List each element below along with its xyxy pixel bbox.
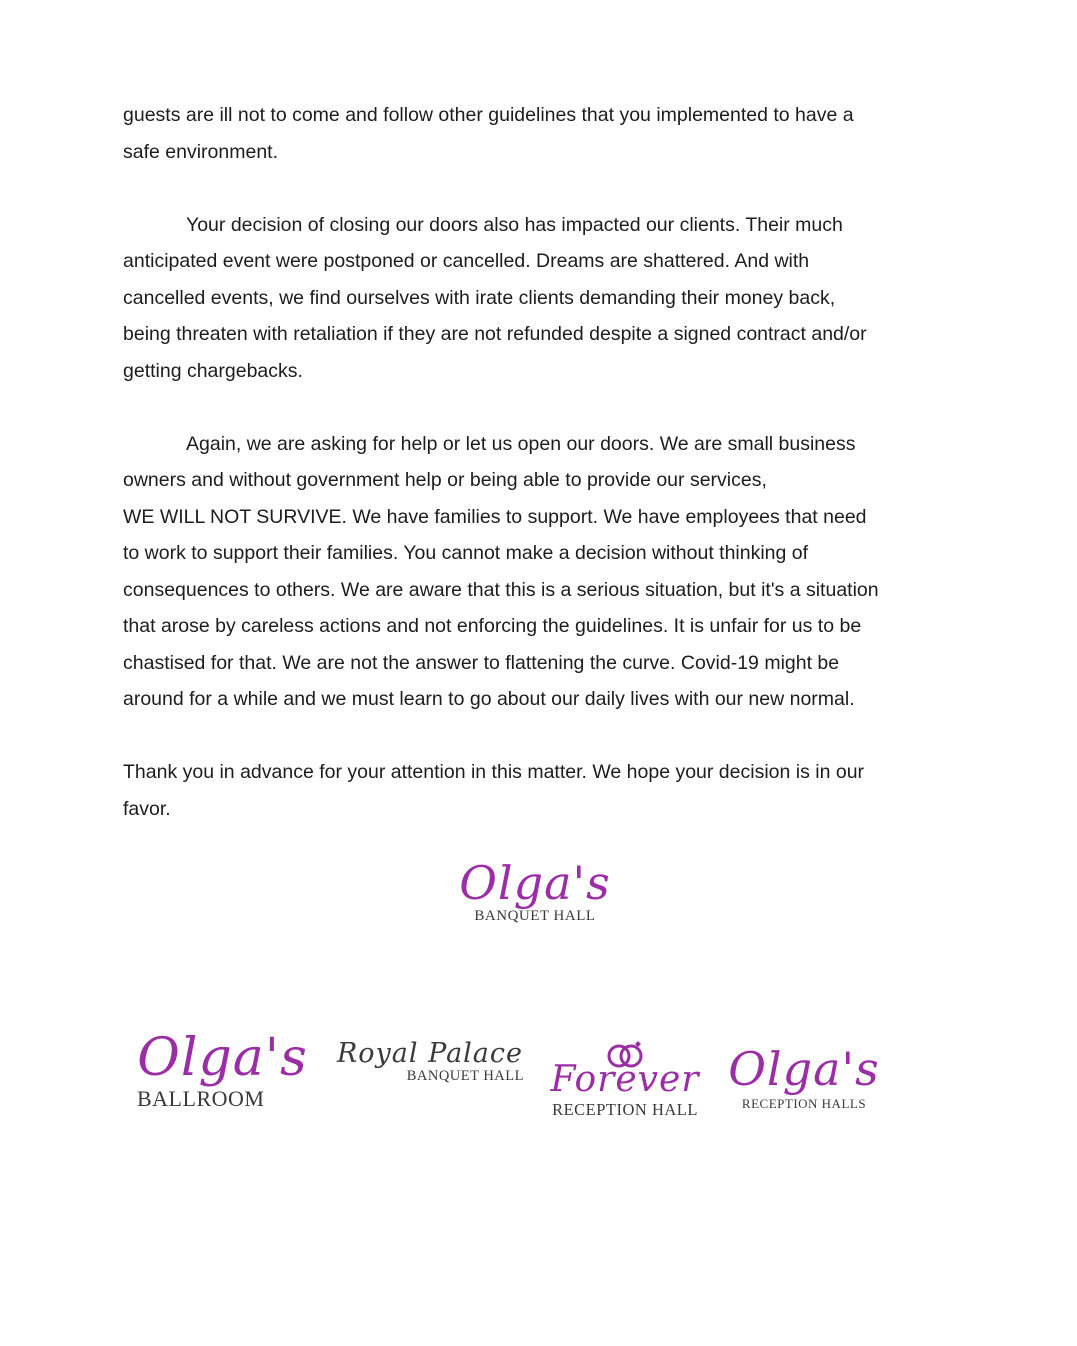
text-line: Your decision of closing our doors also has impacted our clients. Their much — [186, 213, 843, 236]
paragraph-1 — [123, 97, 963, 170]
text-line: cancelled events, we find ourselves with irate clients demanding their money back, — [123, 286, 836, 309]
olgas-ballroom-logo — [125, 1028, 320, 1112]
text-line: guests are ill not to come and follow other guidelines that you implemented to have a — [123, 104, 854, 126]
text-line: consequences to others. We are aware that this is a serious situation, but it's a situation — [123, 578, 879, 601]
text-line: anticipated event were postponed or cancelled. Dreams are shattered. And with — [123, 250, 810, 272]
forever-reception-hall-logo — [540, 1040, 710, 1120]
olgas-banquet-hall-logo — [440, 856, 630, 925]
text-line: that arose by careless actions and not enforcing the guidelines. It is unfair for us to be — [123, 615, 862, 637]
text-line: favor. — [123, 797, 171, 820]
olgas-reception-halls-logo — [718, 1042, 890, 1112]
logo-script-text: Olga's — [459, 856, 611, 910]
text-line: around for a while and we must learn to go about our daily lives with our new normal. — [123, 688, 855, 710]
logo-script-text: Olga's — [728, 1042, 880, 1096]
paragraph-3 — [123, 426, 963, 718]
text-line: WE WILL NOT SURVIVE. We have families to support. We have employees that need — [123, 505, 867, 528]
logo-sub-text: RECEPTION HALLS — [741, 1096, 867, 1111]
logo-script-text: Royal Palace — [336, 1038, 524, 1069]
logo-sub-text: BANQUET HALL — [406, 1068, 524, 1084]
letter-body — [123, 97, 963, 827]
logo-script-text: Olga's — [137, 1028, 308, 1088]
text-line: safe environment. — [123, 140, 279, 163]
text-line: being threaten with retaliation if they are not refunded despite a signed contract and/or — [123, 323, 867, 345]
text-line: owners and without government help or being able to provide our services, — [123, 469, 767, 491]
logo-sub-text: BANQUET HALL — [474, 908, 596, 924]
logo-sub-text: RECEPTION HALL — [552, 1100, 698, 1119]
text-line: to work to support their families. You cannot make a decision without thinking of — [123, 542, 809, 564]
logo-sub-text: BALLROOM — [137, 1086, 265, 1111]
royal-palace-logo — [330, 1040, 530, 1085]
logo-script-text: Forever — [550, 1059, 700, 1100]
text-line: Again, we are asking for help or let us open our doors. We are small business — [186, 432, 856, 455]
paragraph-4 — [123, 754, 963, 827]
text-line: getting chargebacks. — [123, 359, 303, 382]
text-line: Thank you in advance for your attention in this matter. We hope your decision is in our — [123, 761, 865, 783]
text-line: chastised for that. We are not the answer to flattening the curve. Covid-19 might be — [123, 651, 840, 674]
paragraph-2 — [123, 207, 963, 390]
